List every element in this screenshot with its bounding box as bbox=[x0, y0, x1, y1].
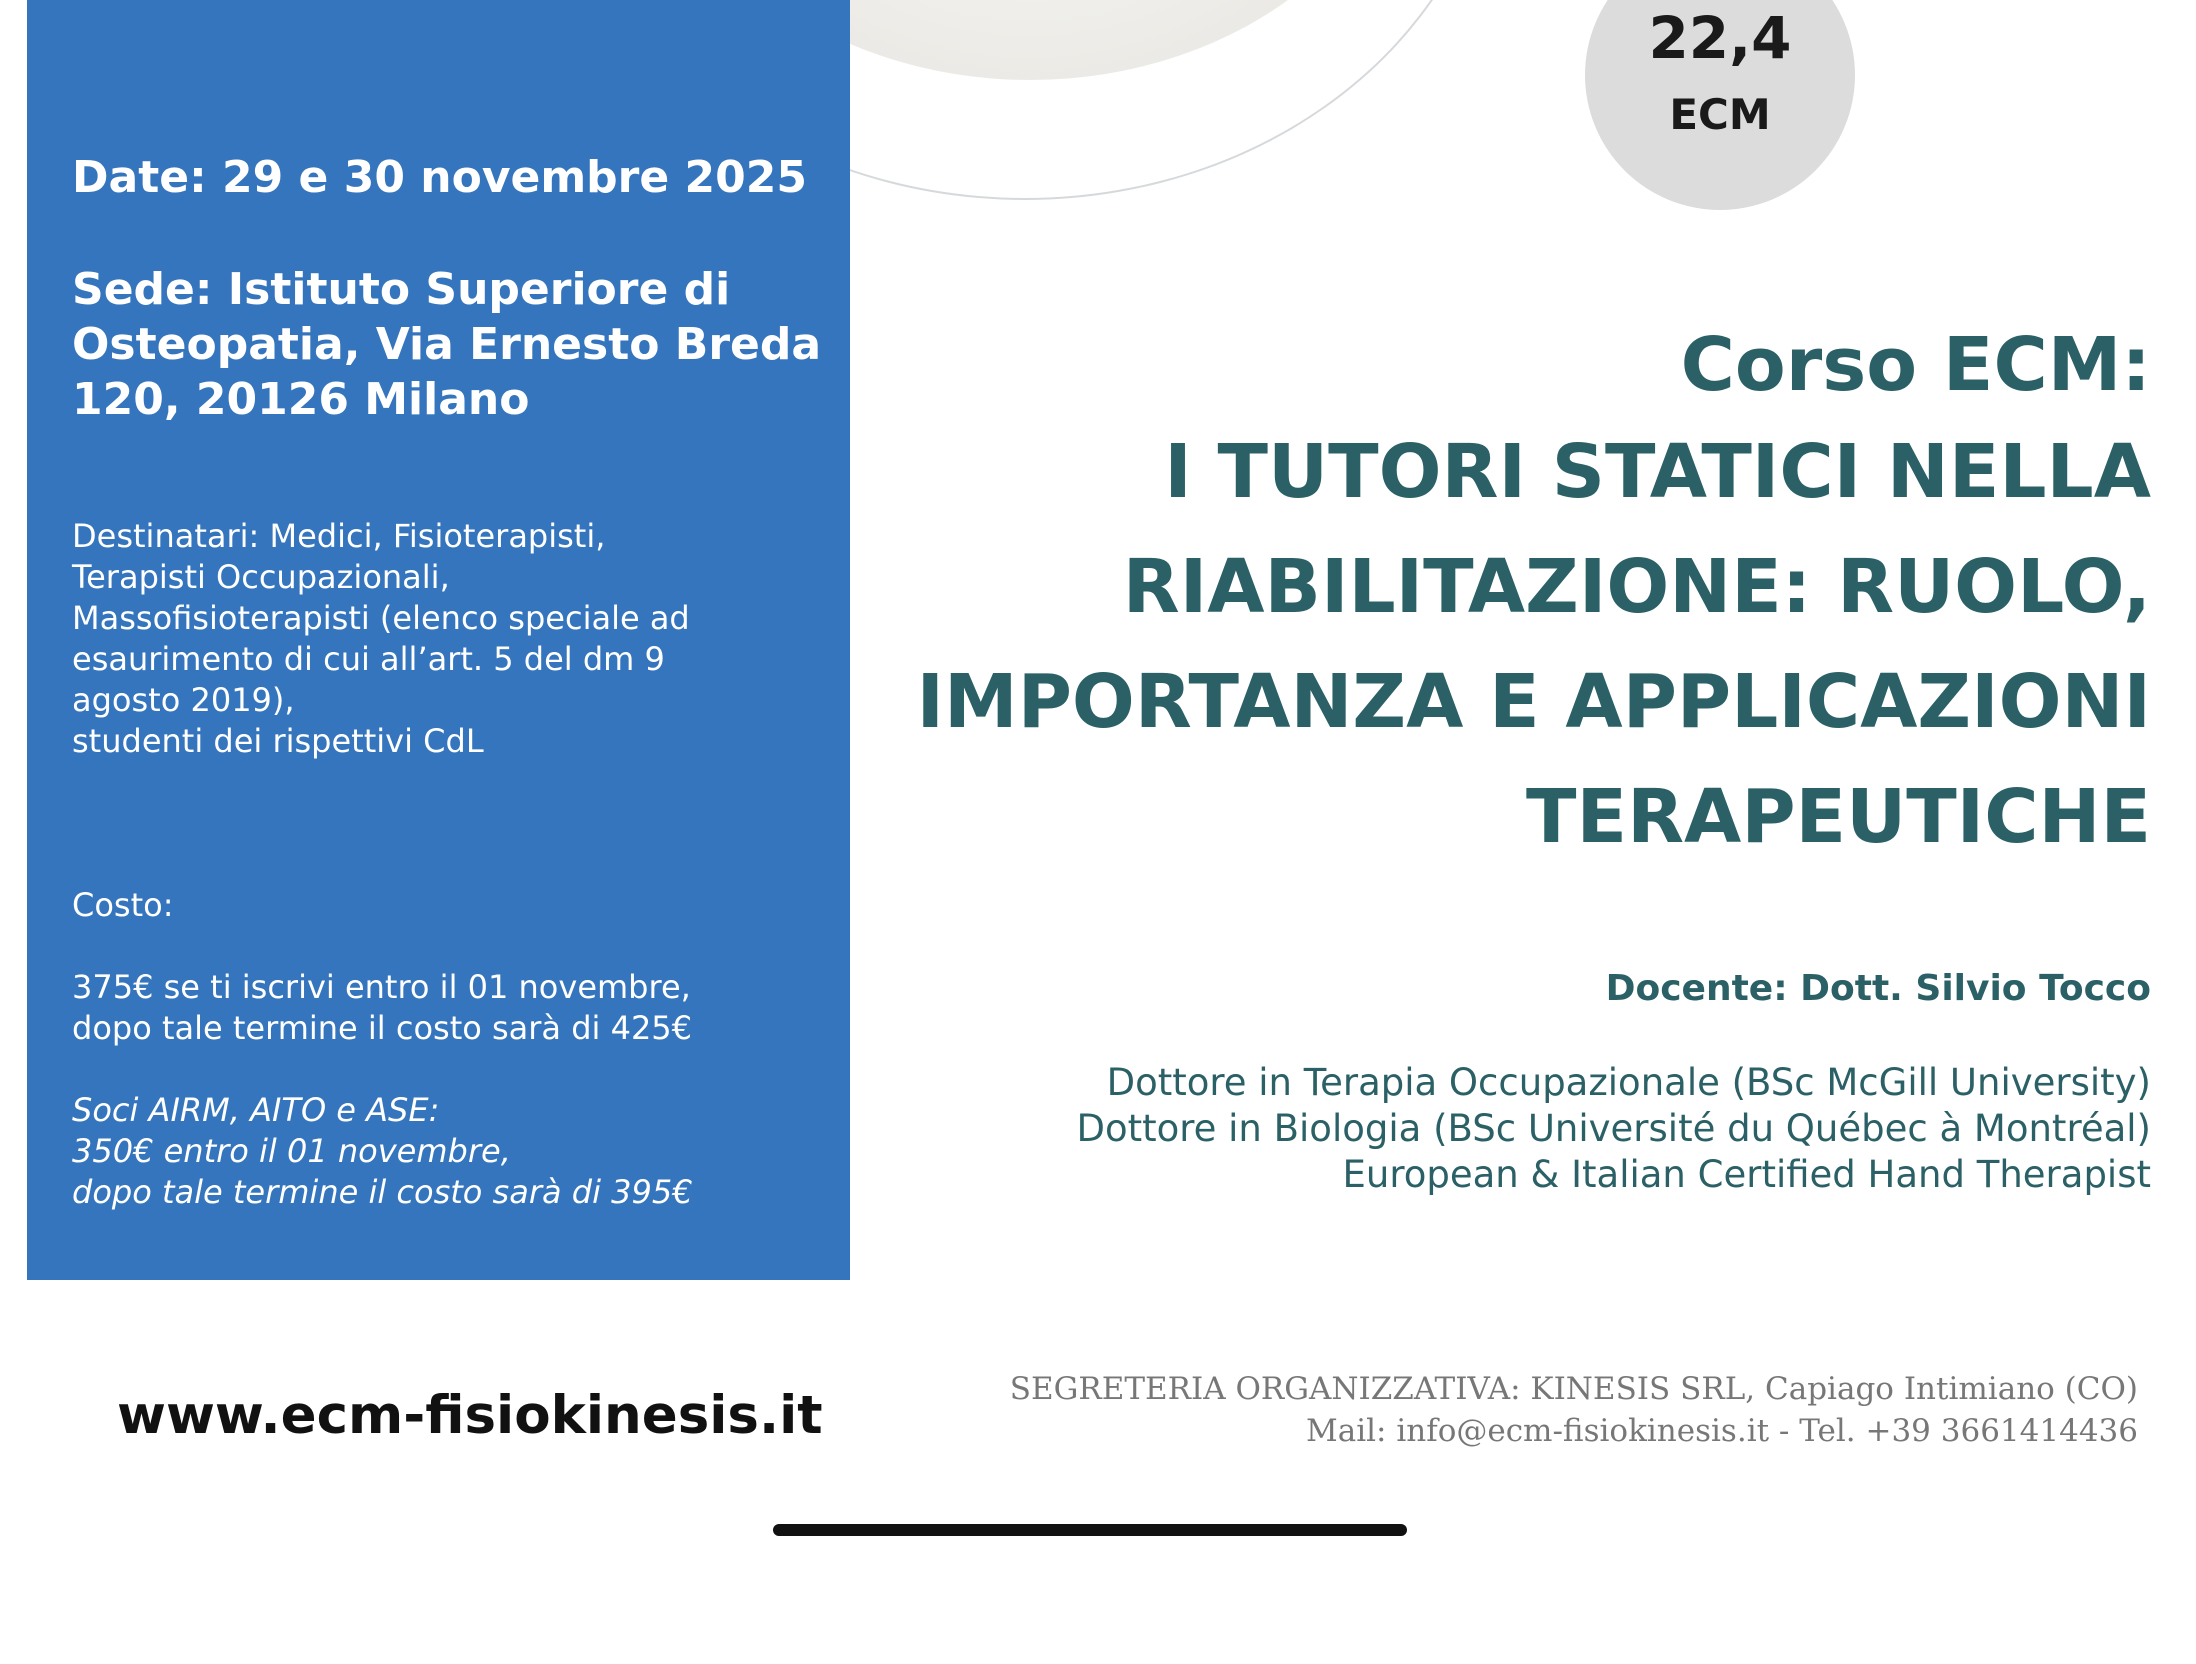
website-link[interactable]: www.ecm-fisiokinesis.it bbox=[117, 1385, 823, 1446]
course-title bbox=[917, 315, 2151, 875]
course-title-line: RIABILITAZIONE: RUOLO, bbox=[1122, 544, 2151, 630]
contact-line[interactable]: Mail: info@ecm-fisiokinesis.it - Tel. +39 3661414436 bbox=[1305, 1413, 2138, 1449]
instructor-credentials bbox=[1076, 1060, 2151, 1198]
credential-line: European & Italian Certified Hand Therapist bbox=[1342, 1153, 2151, 1196]
available-seats: Posti disponibili: 24 bbox=[72, 1337, 382, 1375]
course-venue: Sede: Istituto Superiore di Osteopatia, Via Ernesto Breda 120, 20126 Milano bbox=[72, 264, 822, 425]
course-title-prefix: Corso ECM: bbox=[1680, 322, 2151, 408]
member-cost-text: Soci AIRM, AITO e ASE: 350€ entro il 01 novembre, dopo tale termine il costo sarà di 395€ bbox=[72, 1091, 693, 1211]
organizing-secretariat bbox=[1010, 1368, 2138, 1452]
home-indicator[interactable] bbox=[773, 1524, 1407, 1536]
course-materials: Materiale didattico: Dispensa cartacea e materiale per appunti, materiale termo- plastico di alta qualità bbox=[72, 1501, 720, 1621]
instructor-name: Docente: Dott. Silvio Tocco bbox=[1605, 968, 2151, 1009]
ecm-credits-label: ECM bbox=[1669, 90, 1771, 139]
credential-line: Dottore in Biologia (BSc Université du Québec à Montréal) bbox=[1076, 1107, 2151, 1150]
course-title-line: TERAPEUTICHE bbox=[1526, 774, 2151, 860]
course-title-line: IMPORTANZA E APPLICAZIONI bbox=[916, 659, 2151, 745]
cost-text: 375€ se ti iscrivi entro il 01 novembre, dopo tale termine il costo sarà di 425€ bbox=[72, 968, 693, 1047]
credential-line: Dottore in Terapia Occupazionale (BSc McGill University) bbox=[1106, 1061, 2151, 1104]
cost-label: Costo: bbox=[72, 886, 174, 924]
course-date: Date: 29 e 30 novembre 2025 bbox=[72, 152, 808, 203]
course-details bbox=[72, 475, 842, 1664]
ecm-credits-badge bbox=[1585, 0, 1855, 210]
secretariat-line: SEGRETERIA ORGANIZZATIVA: KINESIS SRL, Capiago Intimiano (CO) bbox=[1009, 1371, 2138, 1407]
course-title-line: I TUTORI STATICI NELLA bbox=[1164, 429, 2151, 515]
ecm-credits-value: 22,4 bbox=[1648, 4, 1792, 72]
target-audience: Destinatari: Medici, Fisioterapisti, Terapisti Occupazionali, Massofisioterapisti (elenco speciale ad esaurimento di cui all’art. 5 del dm 9 agosto 2019), studenti dei rispettivi CdL bbox=[72, 517, 690, 760]
